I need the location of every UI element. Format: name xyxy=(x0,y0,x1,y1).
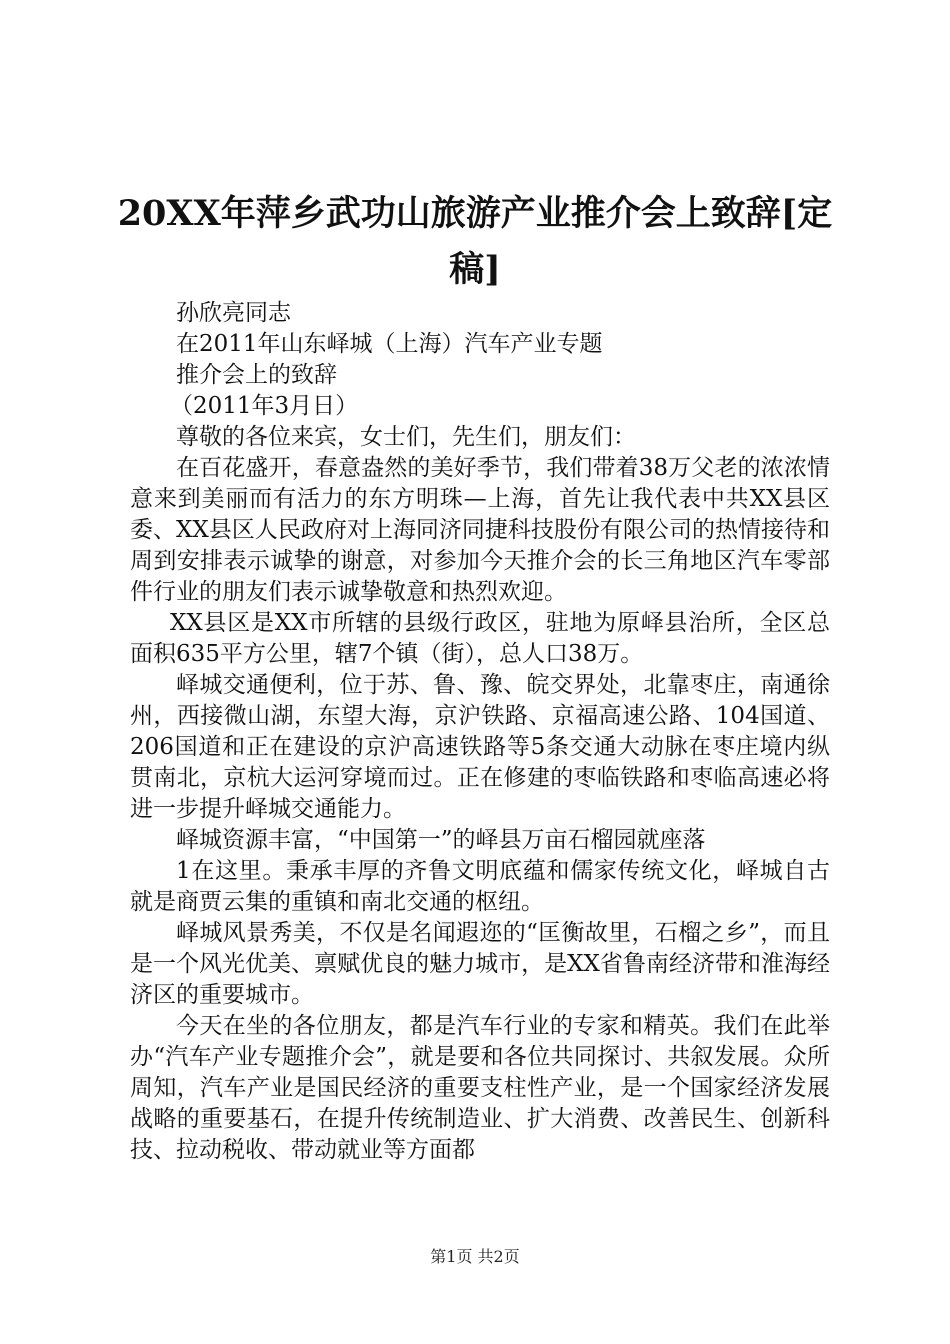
paragraph: 峄城交通便利，位于苏、鲁、豫、皖交界处，北靠枣庄，南通徐州，西接微山湖，东望大海，京沪铁路、京福高速公路、104国道、206国道和正在建设的京沪高速铁路等5条交通大动脉在枣庄境内纵贯南北，京杭大运河穿境而过。正在修建的枣临铁路和枣临高速必将进一步提升峄城交通能力。 xyxy=(130,672,830,822)
paragraph: 峄城资源丰富，“中国第一”的峄县万亩石榴园就座落 xyxy=(176,827,706,853)
paragraph: 今天在坐的各位朋友，都是汽车行业的专家和精英。我们在此举办“汽车产业专题推介会”，就是要和各位共同探讨、共叙发展。众所周知，汽车产业是国民经济的重要支柱性产业，是一个国家经济发展战略的重要基石，在提升传统制造业、扩大消费、改善民生、创新科技、拉动税收、带动就业等方面都 xyxy=(130,1013,830,1163)
document-body xyxy=(130,298,830,1166)
paragraph: XX县区是XX市所辖的县级行政区，驻地为原峄县治所，全区总面积635平方公里，辖7个镇（街），总人口38万。 xyxy=(130,610,830,667)
paragraph: 在百花盛开，春意盎然的美好季节，我们带着38万父老的浓浓情意来到美丽而有活力的东方明珠—上海，首先让我代表中共XX县区委、XX县区人民政府对上海同济同捷科技股份有限公司的热情接待和周到安排表示诚挚的谢意，对参加今天推介会的长三角地区汽车零部件行业的朋友们表示诚挚敬意和热烈欢迎。 xyxy=(130,455,830,605)
paragraph: 峄城风景秀美，不仅是名闻遐迩的“匡衡故里，石榴之乡”，而且是一个风光优美、禀赋优良的魅力城市，是XX省鲁南经济带和淮海经济区的重要城市。 xyxy=(130,920,830,1008)
paragraph: 推介会上的致辞 xyxy=(176,362,337,388)
paragraph: 在2011年山东峄城（上海）汽车产业专题 xyxy=(176,331,603,357)
paragraph: 孙欣亮同志 xyxy=(176,300,291,326)
document-title: 20XX年萍乡武功山旅游产业推介会上致辞[定稿] xyxy=(117,193,833,290)
paragraph: 1在这里。秉承丰厚的齐鲁文明底蕴和儒家传统文化，峄城自古就是商贾云集的重镇和南北交通的枢纽。 xyxy=(130,858,830,915)
page-footer: 第1页 共2页 xyxy=(430,1247,520,1266)
paragraph: （2011年3月日） xyxy=(170,393,359,419)
salutation: 尊敬的各位来宾，女士们，先生们，朋友们： xyxy=(176,424,636,450)
